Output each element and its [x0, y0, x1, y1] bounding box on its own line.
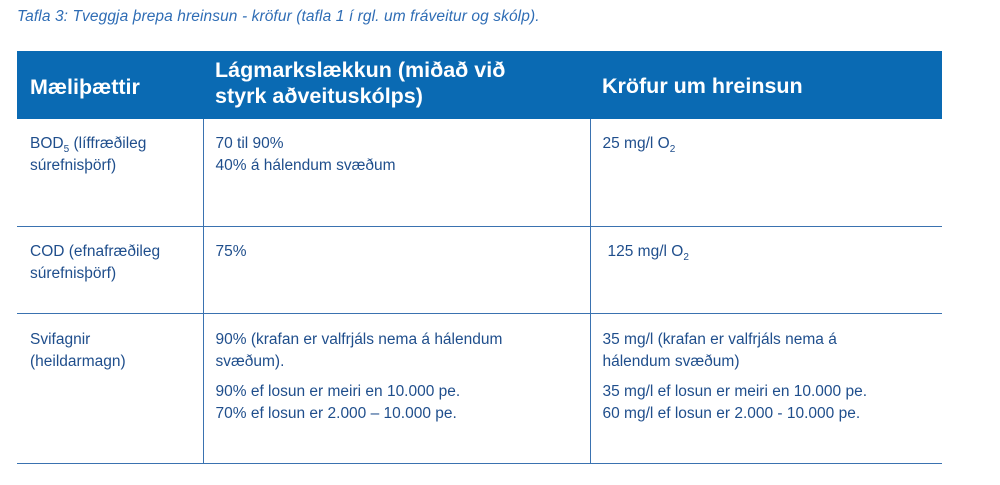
header-minimum-reduction-line1: Lágmarkslækkun (miðað við [215, 58, 506, 82]
reduction-line: 90% ef losun er meiri en 10.000 pe. [215, 382, 461, 400]
header-minimum-reduction [203, 51, 590, 119]
reduction-line: svæðum). [215, 352, 285, 370]
requirement-line: 35 mg/l ef losun er meiri en 10.000 pe. [602, 382, 868, 400]
table-row [17, 226, 942, 313]
requirement-subscript: 2 [669, 144, 676, 155]
parameter-name: BOD [30, 135, 64, 152]
reduction-line: 40% á hálendum svæðum [215, 157, 396, 174]
table-row [17, 313, 942, 463]
requirement-value: 25 mg/l O [602, 135, 670, 152]
reduction-cell [203, 226, 590, 313]
requirements-table [17, 51, 942, 464]
reduction-line: 70% ef losun er 2.000 – 10.000 pe. [215, 404, 457, 422]
parameter-line1: COD (efnafræðileg [30, 242, 161, 260]
parameter-line1: Svifagnir [30, 330, 91, 348]
parameter-cell [17, 119, 203, 226]
requirement-line [603, 241, 931, 263]
reduction-line: 70 til 90% [215, 135, 284, 152]
reduction-cell [203, 313, 590, 463]
header-parameters: Mæliþættir [17, 51, 203, 119]
paragraph-gap [603, 373, 931, 381]
parameter-cell [17, 226, 203, 313]
paragraph-gap [216, 373, 578, 381]
requirement-cell [590, 313, 942, 463]
parameter-line2: (heildarmagn) [30, 352, 126, 370]
reduction-line: 90% (krafan er valfrjáls nema á hálendum [215, 330, 503, 348]
requirement-cell [590, 226, 942, 313]
requirement-value: 125 mg/l O [607, 242, 684, 260]
table-header-row [17, 51, 942, 119]
parameter-cell [17, 313, 203, 463]
requirement-line: hálendum svæðum) [602, 352, 740, 370]
requirement-subscript: 2 [683, 251, 689, 263]
table-caption: Tafla 3: Tveggja þrepa hreinsun - kröfur (tafla 1 í rgl. um fráveitur og skólp). [17, 8, 540, 25]
parameter-line1 [30, 133, 191, 155]
requirement-line [603, 133, 931, 155]
requirement-line: 60 mg/l ef losun er 2.000 - 10.000 pe. [602, 404, 861, 422]
requirement-line: 35 mg/l (krafan er valfrjáls nema á [602, 330, 837, 348]
reduction-line: 75% [215, 242, 247, 260]
header-minimum-reduction-line2: styrk aðveituskólps) [215, 84, 423, 108]
parameter-subscript: 5 [63, 144, 70, 155]
requirement-cell [590, 119, 942, 226]
parameter-line2: súrefnisþörf) [30, 157, 117, 174]
parameter-line2: súrefnisþörf) [30, 264, 117, 282]
header-treatment-requirements: Kröfur um hreinsun [590, 51, 942, 119]
table-row [17, 119, 942, 226]
reduction-cell [203, 119, 590, 226]
parameter-description: (líffræðileg [69, 135, 147, 152]
